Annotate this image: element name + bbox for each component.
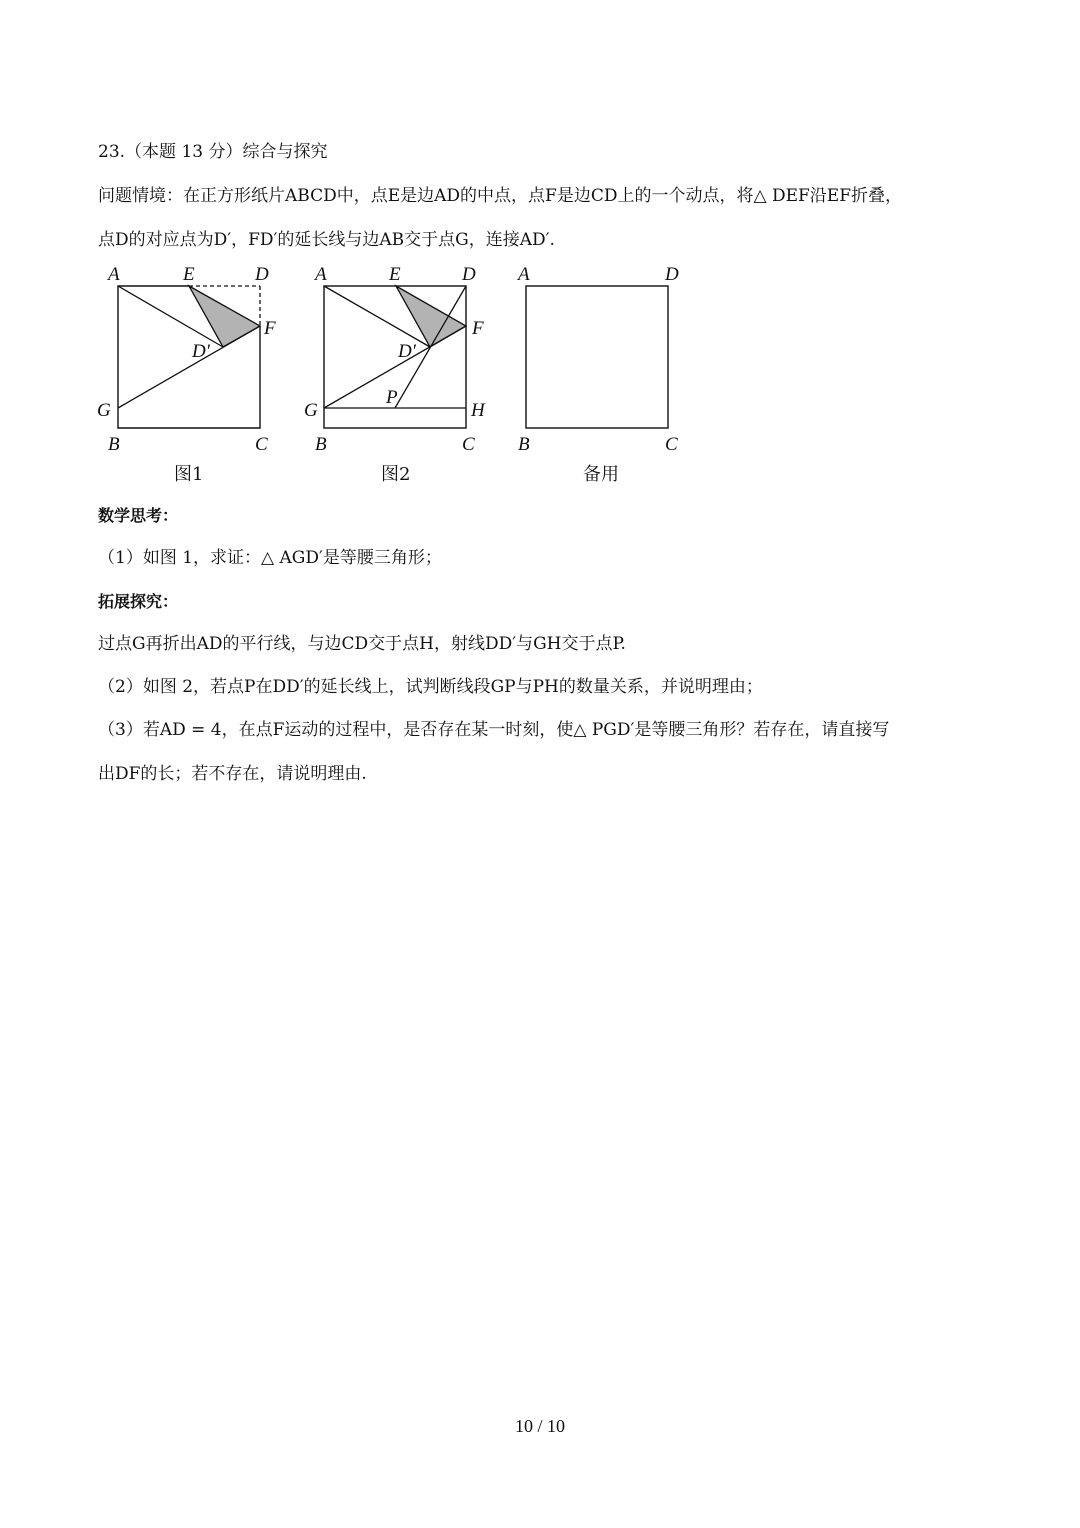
- part-3-line-1: （3）若AD = 4，在点F运动的过程中，是否存在某一时刻，使△ PGD′是等腰三角形？若存在，请直接写: [98, 720, 890, 740]
- fig1-label-F: F: [264, 318, 276, 339]
- figure-2: [304, 264, 486, 485]
- fig2-label-D: D: [462, 264, 476, 285]
- fig1-label-A: A: [108, 264, 120, 285]
- geometry-figures: [92, 262, 712, 492]
- fig2-label-H: H: [471, 400, 485, 421]
- part-3-line-2: 出DF的长；若不存在，请说明理由.: [98, 764, 367, 784]
- page-number: 10 / 10: [514, 1416, 565, 1436]
- fig2-label-A: A: [315, 264, 327, 285]
- fig1-folded-triangle: [189, 286, 260, 347]
- fig3-label-B: B: [518, 434, 530, 455]
- fig1-label-C: C: [255, 434, 268, 455]
- fig1-square-outline: [118, 286, 260, 428]
- context-line-1: 问题情境：在正方形纸片ABCD中，点E是边AD的中点，点F是边CD上的一个动点，将△ DEF沿EF折叠，: [98, 186, 902, 206]
- fig1-label-Dprime: D′: [192, 341, 210, 362]
- fig2-label-F: F: [472, 318, 484, 339]
- fig2-label-G: G: [304, 400, 318, 421]
- figure-1: [97, 264, 276, 485]
- fig2-label-P: P: [386, 387, 398, 408]
- question-header: 23.（本题 13 分）综合与探究: [98, 142, 328, 162]
- fig3-label-D: D: [665, 264, 679, 285]
- section-math-thinking: 数学思考：: [98, 506, 179, 525]
- fig3-square-outline: [526, 286, 668, 428]
- figures-row: [92, 262, 712, 492]
- fig1-label-E: E: [183, 264, 195, 285]
- fig2-folded-triangle: [396, 286, 466, 347]
- fig1-label-B: B: [108, 434, 120, 455]
- fig1-label-G: G: [97, 400, 111, 421]
- figure-3: [516, 264, 679, 485]
- fig2-label-Dprime: D′: [398, 341, 416, 362]
- fig2-caption: 图2: [381, 464, 411, 485]
- fig3-caption: 备用: [583, 464, 619, 485]
- fig1-caption: 图1: [174, 464, 204, 485]
- part-2: （2）如图 2，若点P在DD′的延长线上，试判断线段GP与PH的数量关系，并说明理由；: [98, 677, 763, 697]
- fig2-label-B: B: [315, 434, 327, 455]
- fig3-label-A: A: [518, 264, 530, 285]
- part-1: （1）如图 1，求证：△ AGD′是等腰三角形；: [98, 548, 442, 568]
- fig2-label-E: E: [389, 264, 401, 285]
- fig1-segment-FG: [118, 326, 260, 408]
- section-extension: 拓展探究：: [98, 592, 179, 611]
- context-line-2: 点D的对应点为D′，FD′的延长线与边AB交于点G，连接AD′.: [98, 230, 555, 250]
- extension-text: 过点G再折出AD的平行线，与边CD交于点H，射线DD′与GH交于点P.: [98, 634, 626, 654]
- fig3-label-C: C: [665, 434, 678, 455]
- fig1-label-D: D: [255, 264, 269, 285]
- fig2-label-C: C: [462, 434, 475, 455]
